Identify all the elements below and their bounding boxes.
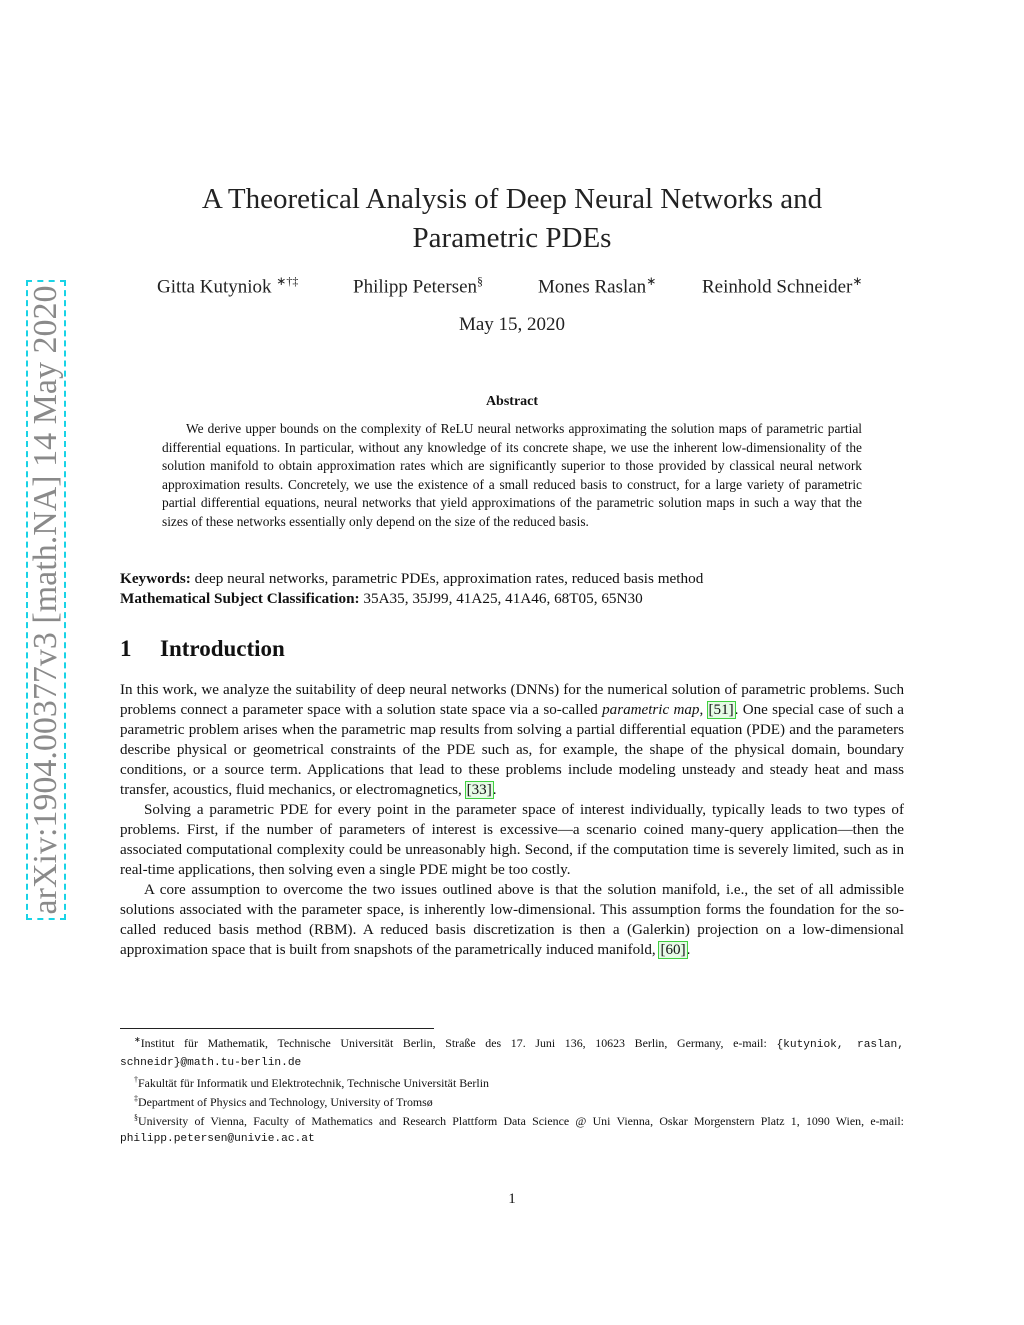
keywords-text: deep neural networks, parametric PDEs, approximation rates, reduced basis method (190, 570, 704, 587)
author-kutyniok: Gitta Kutyniok ∗†‡ (157, 274, 299, 298)
footnote-email-univie: philipp.petersen@univie.ac.at (120, 1133, 315, 1146)
author-raslan: Mones Raslan∗ (538, 274, 657, 298)
author-affiliation-marks: ∗†‡ (276, 274, 299, 288)
author-petersen: Philipp Petersen§ (353, 274, 484, 298)
msc-text: 35A35, 35J99, 41A25, 41A46, 68T05, 65N30 (359, 590, 643, 607)
section-heading-introduction (120, 636, 285, 662)
keywords-block (120, 569, 904, 609)
section-title-text: Introduction (160, 636, 285, 661)
introduction-body (120, 680, 904, 960)
arxiv-stamp-text: arXiv:1904.00377v3 [math.NA] 14 May 2020 (27, 285, 64, 915)
term-parametric-map: parametric map (602, 702, 700, 718)
author-schneider: Reinhold Schneider∗ (702, 274, 863, 298)
paragraph-3: A core assumption to overcome the two issues outlined above is that the solution manifold, i.e., the set of all admissible solutions associated with the parameter space, is inherently low-dimensional. This assumption forms the foundation for the so-called reduced basis method (RBM). A reduced basis discretization is then a (Galerkin) projection on a low-dimensional approximation space that is built from snapshots of the parametrically induced manifold, [60]. (120, 882, 904, 958)
msc-label: Mathematical Subject Classification: (120, 590, 360, 607)
publication-date: May 15, 2020 (458, 314, 566, 335)
abstract-text: We derive upper bounds on the complexity of ReLU neural networks approximating the solution maps of parametric partial differential equations. In particular, without any knowledge of its concrete shape, we use the inherent low-dimensionality of the solution manifold to obtain approximation rates which are significantly superior to those provided by classical neural network approximation results. Concretely, we use the existence of a small reduced basis to construct, for a large variety of parametric partial differential equations, neural networks that yield approximations of the parametric solution maps in such a way that the sizes of these networks essentially only depend on the size of the reduced basis. (162, 421, 862, 529)
paragraph-2: Solving a parametric PDE for every point in the parameter space of interest individually, typically leads to two types of problems. First, if the number of parameters of interest is excessive—a scenario coined many-query application—then the associated computational complexity could be unreasonably high. Second, if the computation time is severely limited, such as in real-time applications, then solving even a single PDE might be too costly. (120, 802, 904, 878)
author-affiliation-marks: ∗ (852, 274, 863, 288)
section-number: 1 (120, 636, 132, 661)
arxiv-stamp (28, 282, 64, 918)
footnote-1: ∗Institut für Mathematik, Technische Universität Berlin, Straße des 17. Juni 136, 10623 Berlin, Germany, e-mail: {kutyniok, raslan, schneidr}@math.tu-berlin.de (120, 1035, 904, 1070)
title-line-2: Parametric PDEs (412, 222, 612, 254)
author-list (120, 274, 904, 300)
title-line-1: A Theoretical Analysis of Deep Neural Networks and (201, 183, 823, 215)
footnote-3: ‡Department of Physics and Technology, University of Tromsø (134, 1093, 433, 1109)
footnote-4: §University of Vienna, Faculty of Mathematics and Research Plattform Data Science @ Uni Vienna, Oskar Morgenstern Platz 1, 1090 Wien, e-mail: philipp.petersen@univie.ac.at (120, 1113, 904, 1146)
citation-link-51[interactable]: [51] (708, 702, 734, 718)
paragraph-1: In this work, we analyze the suitability of deep neural networks (DNNs) for the numerical solution of parametric problems. Such problems connect a parameter space with a solution state space via a so-called parametric map, [51]. One special case of such a parametric problem arises when the parametric map results from solving a partial differential equation (PDE) and the parameters describe physical or geometrical constraints of the PDE such as, for example, the shape of the physical domain, boundary conditions, or a source term. Applications that lead to these problems include modeling unsteady and steady heat and mass transfer, acoustics, fluid mechanics, or electromagnetics, [33]. (120, 682, 904, 798)
author-affiliation-marks: § (477, 274, 484, 288)
author-affiliation-marks: ∗ (646, 274, 657, 288)
abstract-heading: Abstract (485, 394, 539, 409)
keywords-label: Keywords: (120, 570, 191, 587)
citation-link-60[interactable]: [60] (660, 942, 686, 958)
keywords-line (120, 569, 904, 589)
page-number: 1 (508, 1191, 516, 1207)
citation-link-33[interactable]: [33] (466, 782, 492, 798)
msc-line (120, 589, 904, 609)
paper-title (150, 180, 874, 258)
footnote-email-tu-berlin: {kutyniok, raslan, schneidr}@math.tu-berlin.de (120, 1038, 904, 1070)
footnotes (120, 1032, 904, 1148)
footnote-2: †Fakultät für Informatik und Elektrotechnik, Technische Universität Berlin (134, 1074, 489, 1090)
footnote-divider (120, 1028, 434, 1029)
